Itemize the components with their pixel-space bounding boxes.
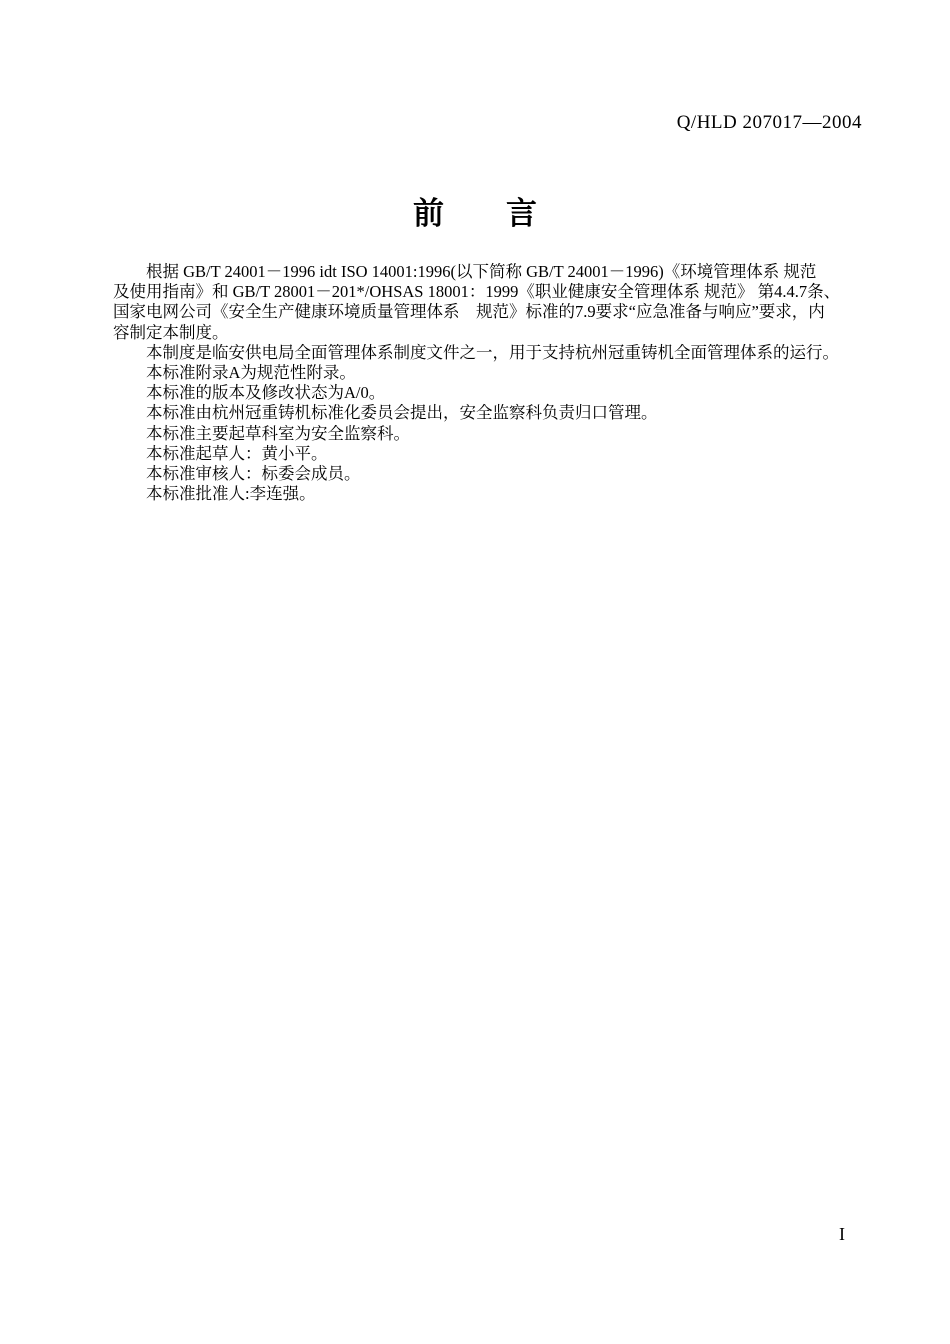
body-line: 容制定本制度。 [113, 322, 229, 342]
body-line: 国家电网公司《安全生产健康环境质量管理体系 规范》标准的7.9要求“应急准备与响应”要求，内 [113, 302, 825, 322]
foreword-body [113, 262, 865, 504]
doc-number: Q/HLD 207017—2004 [676, 112, 862, 133]
body-line: 本标准由杭州冠重铸机标准化委员会提出，安全监察科负责归口管理。 [146, 403, 658, 423]
body-line: 本标准主要起草科室为安全监察科。 [146, 423, 410, 443]
page-title: 前 言 [413, 196, 537, 231]
body-line: 本制度是临安供电局全面管理体系制度文件之一，用于支持杭州冠重铸机全面管理体系的运行。 [146, 342, 839, 362]
page-number: I [839, 1224, 845, 1244]
body-line: 本标准起草人：黄小平。 [146, 443, 328, 463]
body-line: 本标准审核人：标委会成员。 [146, 464, 361, 484]
body-line: 根据 GB/T 24001－1996 idt ISO 14001:1996(以下简称 GB/T 24001－1996)《环境管理体系 规范 [146, 262, 817, 281]
body-line: 本标准附录A为规范性附录。 [146, 363, 356, 383]
body-line: 及使用指南》和 GB/T 28001－201*/OHSAS 18001：1999《职业健康安全管理体系 规范》 第4.4.7条、 [113, 282, 841, 302]
body-line: 本标准批准人:李连强。 [146, 484, 316, 504]
body-line: 本标准的版本及修改状态为A/0。 [146, 383, 386, 403]
